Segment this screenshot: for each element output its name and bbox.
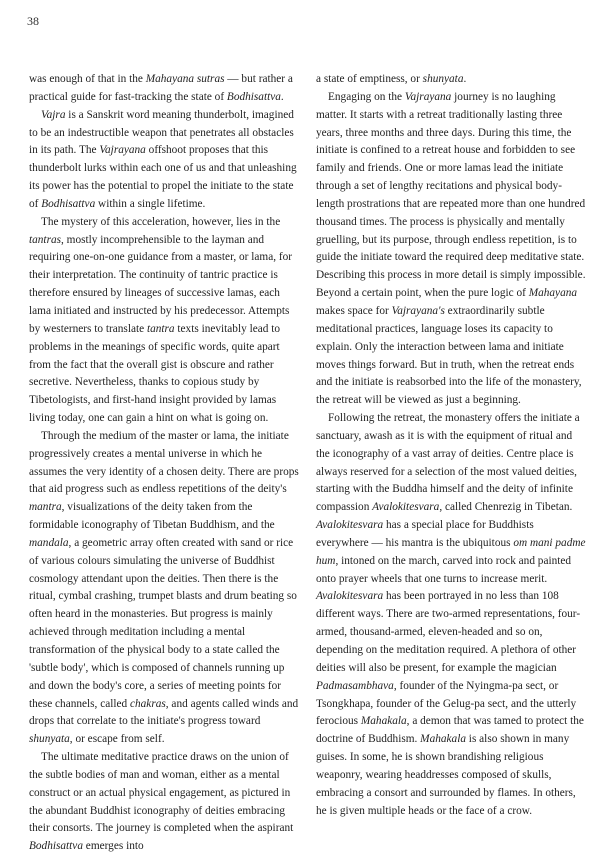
italic-term: Mahayana (528, 287, 578, 300)
text-run: . (280, 90, 284, 103)
text-run: Engaging on the (328, 90, 405, 103)
text-run: , or escape from self. (69, 733, 165, 746)
paragraph (29, 428, 299, 749)
italic-term: Avalokitesvara (372, 501, 440, 514)
text-run: a state of emptiness, or (316, 73, 423, 85)
text-run: , visualizations of the deity taken from the formidable iconography of Tibetan Buddhism, and the (29, 501, 275, 532)
italic-term: shunyata (422, 73, 464, 85)
text-run: has been portrayed in no less than 108 different ways. There are two-armed representations, four-armed, thousand-armed, eleven-headed and so on, depending on the meditation required. A plethora of other deities will also be present, for example the magician (316, 590, 581, 674)
italic-term: chakras (130, 697, 166, 710)
italic-term: Vajra (41, 108, 66, 121)
text-run: has a special place for Buddhists everywhere — his mantra is the ubiquitous (316, 519, 534, 549)
text-run: Following the retreat, the monastery offers the initiate a sanctuary, awash as it is with the equipment of ritual and the iconography of a vast array of deities. Centre place is always reserved for a selection of the most valued deities, starting with the Buddha himself and the deity of infinite compassion (316, 412, 580, 514)
text-run: , and agents called winds and drops that correlate to the initiate's progress toward (29, 697, 299, 728)
paragraph (316, 410, 586, 820)
italic-term: Bodhisattva (29, 840, 83, 853)
italic-term: mandala (29, 536, 69, 549)
text-run: Through the medium of the master or lama, the initiate progressively creates a mental universe in which he assumes the very identity of a chosen deity. There are props that aid progress such as endless repetitions of the deity's (29, 429, 299, 496)
italic-term: Vajrayana (99, 144, 146, 157)
text-run: is a Sanskrit word meaning thunderbolt, imagined to be an indestructible weapon that penetrates all obstacles in its path. The (29, 108, 294, 157)
italic-term: tantra (146, 322, 175, 335)
italic-term: mantra (29, 501, 62, 514)
paragraph (29, 107, 299, 214)
text-run: was enough of that in the (29, 73, 146, 85)
italic-term: Vajrayana (404, 90, 452, 103)
text-run: journey is no laughing matter. It starts with a retreat traditionally lasting three years, three months and three days. During this time, the initiate is confined to a retreat house and forbidden to see family and friends. One or more lamas lead the initiate through a set of lengthy recitations and physical body-length prostrations that are repeated more than one hundred thousand times. The process is physically and mentally gruelling, but its purpose, through endless repetition, is to guide the initiate toward the required deep meditative state. Describing this process in more detail is simply impossible. Beyond a certain point, when the pure logic of (316, 90, 586, 300)
text-run: emerges into (82, 840, 144, 853)
text-run: texts inevitably lead to problems in the meanings of specific words, quite apart from the fact that the overall gist is obscure and rather secretive. Nevertheless, thanks to copious study by Tibetologists, and first-hand insight provided by lamas living today, one can gain a hint on what is going on. (29, 322, 280, 425)
italic-term: tantras (29, 233, 62, 246)
text-run: , a demon that was tamed to protect the doctrine of Buddhism. (316, 715, 584, 746)
text-run: The mystery of this acceleration, however, lies in the (41, 215, 281, 228)
page-number: 38 (27, 14, 39, 28)
italic-term: om mani padme hum (316, 536, 586, 567)
paragraph (316, 71, 586, 89)
paragraph (316, 89, 586, 410)
text-run: , founder of the Nyingma-pa sect, or Tsongkhapa, founder of the Gelug-pa sect, and the utterly ferocious (316, 679, 577, 728)
text-run: — but rather a practical guide for fast-tracking the state of (29, 73, 293, 103)
text-run: offshoot proposes that this thunderbolt lurks within each one of us and that unleashing its power has the potential to propel the initiate to the state of (29, 144, 297, 210)
paragraph (29, 214, 299, 428)
italic-term: Bodhisattva (41, 197, 96, 210)
text-run: The ultimate meditative practice draws on the union of the subtle bodies of man and woman, either as a mental construct or an actual physical engagement, as pictured in the abundant Buddhist iconography of deities embracing their consorts. The journey is completed when the aspirant (29, 751, 294, 835)
left-text-column (29, 71, 299, 856)
text-run: , intoned on the march, carved into rock and painted onto prayer wheels that one turns to increase merit. (316, 554, 572, 585)
italic-term: Avalokitesvara (316, 519, 384, 532)
text-run: within a single lifetime. (95, 197, 206, 210)
text-run: is also shown in many guises. In some, he is shown brandishing religious weaponry, wearing headdresses composed of skulls, embracing a consort and surrounded by flames. In others, he is given multiple heads or the face of a crow. (316, 733, 576, 817)
italic-term: Mahakala (360, 715, 407, 728)
text-run: extraordinarily subtle meditational practices, language loses its capacity to explain. Only the interaction between lama and initiate moves things forward. But in truth, when the retreat ends and the initiate is reabsorbed into the life of the monastery, the retreat will be viewed as just a beginning. (316, 304, 582, 407)
italic-term: Avalokitesvara (316, 590, 384, 603)
italic-term: Bodhisattva (226, 90, 281, 103)
text-run: , called Chenrezig in Tibetan. (439, 501, 573, 514)
text-run: . (463, 73, 467, 85)
paragraph (29, 71, 299, 107)
text-run: makes space for (316, 304, 392, 317)
italic-term: Vajrayana's (391, 304, 445, 317)
italic-term: Padmasambhava (316, 679, 394, 692)
text-run: , mostly incomprehensible to the layman and requiring one-on-one guidance from a master, or lama, for their interpretation. The continuity of tantric practice is therefore ensured by lineages of successive lamas, each lama initiated and instructed by his predecessor. Attempts by westerners to translate (29, 233, 293, 335)
paragraph (29, 749, 299, 856)
italic-term: Mahakala (420, 733, 466, 746)
italic-term: Mahayana sutras (145, 73, 225, 85)
right-text-column (316, 71, 586, 820)
italic-term: shunyata (29, 733, 70, 746)
text-run: , a geometric array often created with sand or rice of various colours simulating the universe of Buddhist cosmology attendant upon the deities. Then there is the ritual, cymbal crashing, trumpet blasts and drum beating so often heard in the monasteries. But progress is mainly achieved through meditation including a mental transformation of the physical body to a state called the 'subtle body', which is composed of channels running up and down the body's core, a series of meeting points for these channels, called (29, 536, 297, 710)
